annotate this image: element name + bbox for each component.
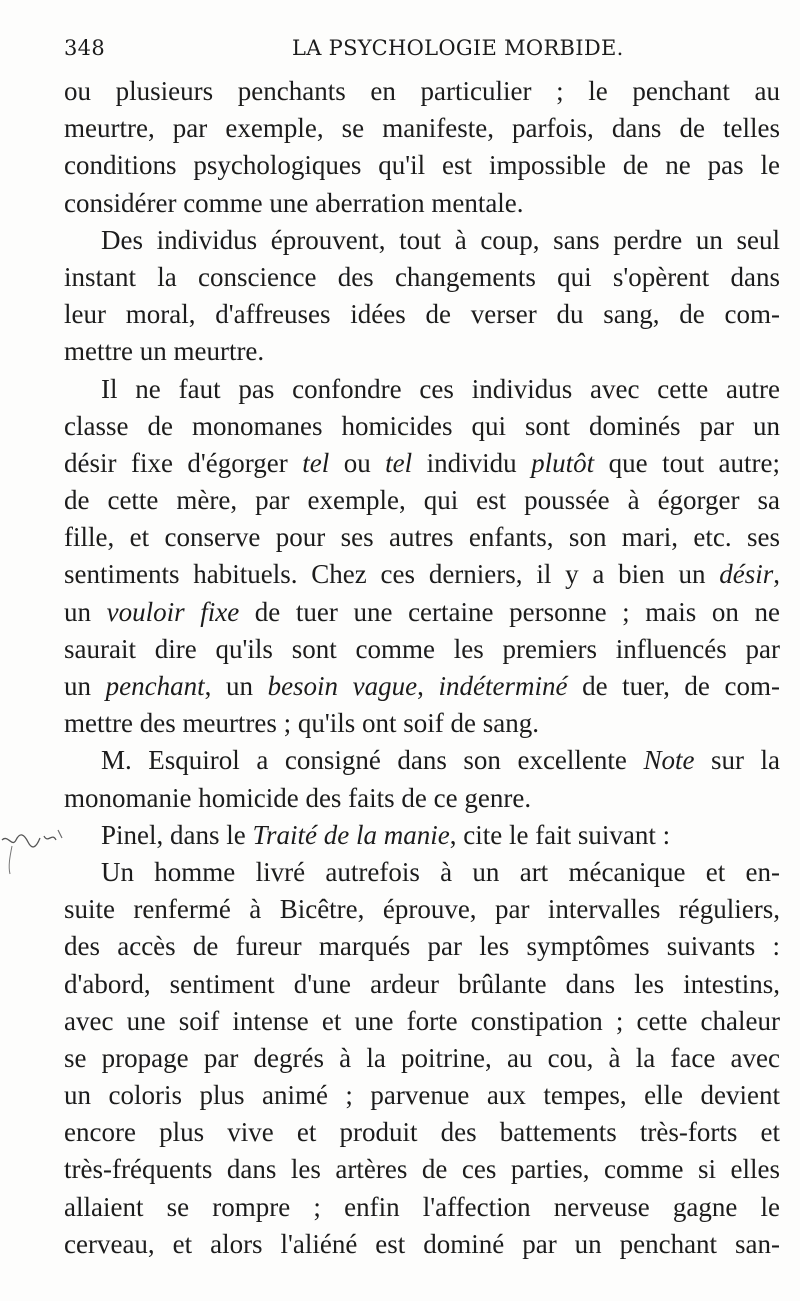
text-segment: Il ne faut pas confondre ces individus avec cette autre [101,373,780,404]
text-line [64,73,780,110]
text-segment: , cite le fait suivant : [449,819,671,850]
text-segment: suite renfermé à Bicêtre, éprouve, par intervalles réguliers, [64,894,780,925]
text-segment: meurtre, par exemple, se manifeste, parfois, dans de telles [64,113,780,144]
text-segment: , un [204,671,268,701]
text-segment: M. Esquirol a consigné dans son excellente [101,745,644,776]
text-segment: monomanie homicide des faits de ce genre. [64,782,532,813]
text-segment: d'abord, sentiment d'une ardeur brûlante dans les intestins, [64,968,780,999]
text-segment: de tuer une certaine personne ; mais on ne [239,596,780,627]
text-line [64,222,780,259]
italic-text: tel [302,447,330,478]
text-segment: classe de monomanes homicides qui sont dominés par un [64,410,780,441]
text-line [64,966,780,1003]
text-segment: Un homme livré autrefois à un art mécanique et en- [101,856,780,887]
text-line [64,817,780,854]
text-segment: , [417,671,439,701]
text-line [64,408,780,445]
running-header [64,36,784,66]
text-line [64,1114,780,1151]
italic-text: plutôt [531,447,595,478]
text-segment: de cette mère, par exemple, qui est poussée à égorger sa [64,485,780,516]
text-segment: sentiments habituels. Chez ces derniers, il y a bien un [64,559,720,590]
text-segment: se propage par degrés à la poitrine, au cou, à la face avec [64,1042,780,1073]
text-line [64,1077,780,1114]
text-segment: sur la [694,745,781,776]
italic-text: besoin vague [267,671,418,701]
text-line [64,519,780,556]
italic-text: désir [719,559,774,590]
text-segment: , [773,559,780,590]
text-line [64,705,780,742]
text-segment: individu [412,447,532,478]
italic-text: Note [643,745,695,776]
body-text [64,73,780,1263]
text-line [64,185,780,222]
text-segment: allaient se rompre ; enfin l'affection nerveuse gagne le [64,1191,780,1222]
text-line [64,1151,780,1188]
text-segment: mettre un meurtre. [64,336,265,367]
text-segment: que tout autre; [594,447,781,478]
italic-text: tel [385,447,413,478]
text-line [64,1003,780,1040]
text-segment: très-fréquents dans les artères de ces parties, comme si elles [64,1154,780,1185]
italic-text: Traité de la manie [252,819,450,850]
text-segment: désir fixe d'égorger [64,447,303,478]
text-segment: saurait dire qu'ils sont comme les premiers influencés par [64,633,780,664]
text-line [64,259,780,296]
text-line [64,1226,780,1263]
text-segment: Des individus éprouvent, tout à coup, sans perdre un seul [101,224,780,255]
text-line [64,482,780,519]
text-segment: des accès de fureur marqués par les symptômes suivants : [64,931,780,962]
text-line [64,928,780,965]
text-line [64,594,780,631]
text-segment: un [64,596,107,627]
text-segment: encore plus vive et produit des battements très-forts et [64,1117,780,1148]
text-line [64,371,780,408]
text-line [64,556,780,593]
text-segment: avec une soif intense et une forte constipation ; cette chaleur [64,1005,780,1036]
text-segment: un [64,671,106,701]
page-number: 348 [64,36,105,60]
running-title: LA PSYCHOLOGIE MORBIDE. [292,36,624,60]
text-segment: de tuer, de com- [567,671,780,701]
text-line [64,333,780,370]
text-line [64,1189,780,1226]
text-line [64,1040,780,1077]
text-line [64,742,780,779]
text-line [64,891,780,928]
text-segment: instant la conscience des changements qui s'opèrent dans [64,261,780,292]
text-line [64,854,780,891]
text-segment: leur moral, d'affreuses idées de verser du sang, de com- [64,299,780,330]
text-segment: ou [329,447,386,478]
text-line [64,110,780,147]
text-line [64,631,780,668]
text-segment: considérer comme une aberration mentale. [64,187,524,218]
text-segment: un coloris plus animé ; parvenue aux tempes, elle devient [64,1080,780,1111]
text-segment: mettre des meurtres ; qu'ils ont soif de sang. [64,708,540,739]
text-segment: Pinel, dans le [101,819,253,850]
italic-text: penchant [105,671,205,701]
text-line [64,296,780,333]
margin-handwriting-mark [0,826,70,886]
text-line [64,445,780,482]
text-segment: ou plusieurs penchants en particulier ; le penchant au [64,76,780,106]
text-line [64,780,780,817]
text-segment: conditions psychologiques qu'il est impossible de ne pas le [64,150,780,181]
text-segment: fille, et conserve pour ses autres enfants, son mari, etc. ses [64,522,780,553]
text-segment: cerveau, et alors l'aliéné est dominé par un penchant san- [64,1228,780,1259]
text-line [64,668,780,705]
italic-text: vouloir fixe [106,596,240,627]
text-line [64,147,780,184]
italic-text: indéterminé [438,671,568,701]
